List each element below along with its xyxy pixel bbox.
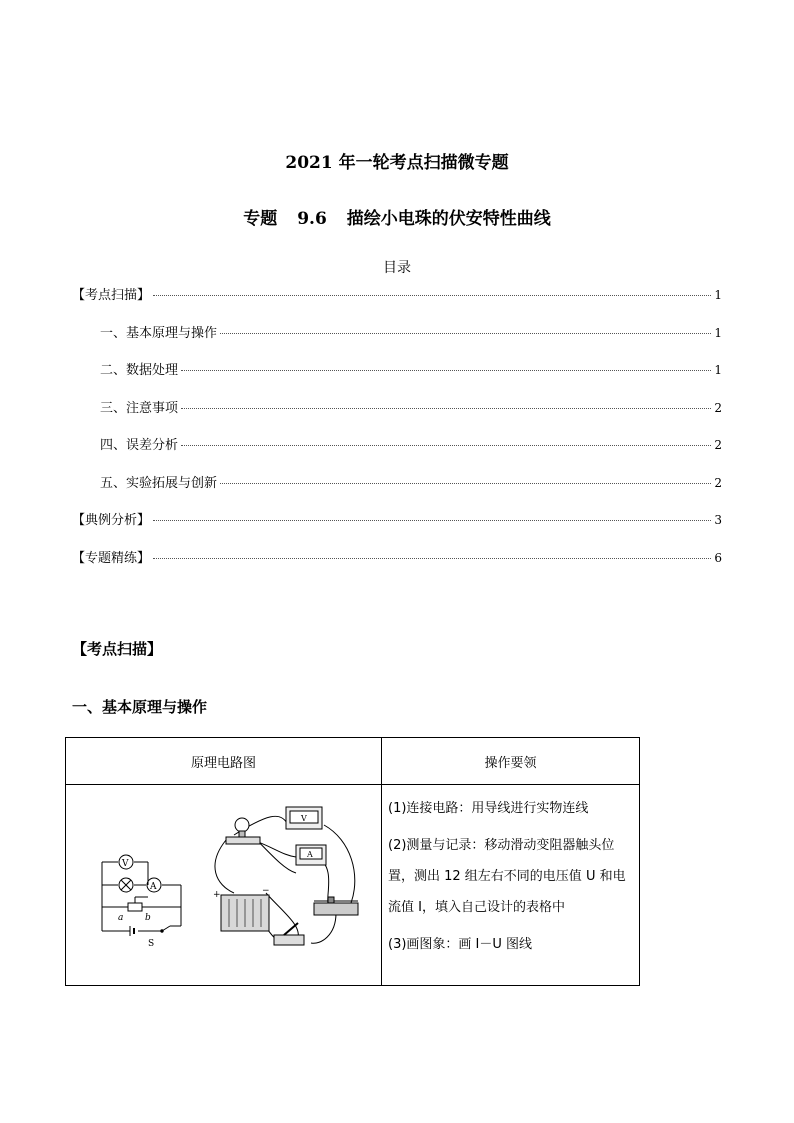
table-header-steps: 操作要领 [382,738,640,785]
apparatus-ammeter-label: A [307,850,313,859]
toc-page: 2 [714,438,722,452]
voltmeter-label: V [122,859,129,869]
toc-label: 一、基本原理与操作 [100,325,218,341]
toc-page: 1 [714,325,722,340]
toc-entry-error[interactable] [72,434,722,472]
toc-leader [153,558,711,559]
toc-label: 二、数据处理 [100,363,179,378]
toc-entry-practice[interactable] [72,547,722,585]
battery-minus: − [262,886,270,896]
switch-label: S [148,939,155,949]
table-header-diagram: 原理电路图 [66,738,382,785]
toc-title: 目录 [383,260,411,276]
principle-table [65,737,640,986]
step-connect: (1)连接电路：用导线进行实物连线 [388,801,589,816]
apparatus-voltmeter-label: V [301,814,307,823]
step-measure: (2)测量与记录：移动滑动变阻器触头位置，测出 12 组左右不同的电压值 U 和电流值 I，填入自己设计的表格中 [388,838,626,915]
toc-page: 1 [714,288,722,302]
circuit-diagram-cell [66,785,382,986]
toc-leader [181,408,711,409]
toc-label: 【考点扫描】 [72,288,151,303]
toc-entry-data[interactable] [72,359,722,397]
operation-steps-cell [382,785,640,986]
toc-page: 6 [714,550,722,565]
toc-entry-principle[interactable] [72,322,722,360]
apparatus-illustration [213,807,358,945]
toc-leader [153,295,711,296]
toc-page: 1 [714,363,722,377]
toc-entry-notes[interactable] [72,397,722,435]
document-title: 2021 年一轮考点扫描微专题 [285,153,509,173]
toc-leader [220,483,711,484]
toc-label: 【典例分析】 [72,513,151,528]
toc-leader [181,370,711,371]
toc-leader [220,333,711,334]
step-plot: (3)画图象：画 I－U 图线 [388,937,533,952]
battery-plus: + [213,890,221,900]
toc-entry-examples[interactable] [72,509,722,547]
toc-entry-kaodian[interactable] [72,284,722,322]
toc-label: 五、实验拓展与创新 [100,475,218,491]
table-of-contents [72,284,722,584]
sub-section-heading: 一、基本原理与操作 [72,698,208,716]
document-subtitle: 专题 9.6 描绘小电珠的伏安特性曲线 [243,209,551,229]
rheostat-point-a: a [118,913,124,923]
toc-label: 四、误差分析 [100,438,179,453]
toc-page: 2 [714,475,722,490]
toc-label: 三、注意事项 [100,400,179,416]
section-heading: 【考点扫描】 [72,640,163,658]
toc-page: 3 [714,513,722,527]
ammeter-label: A [150,882,157,892]
toc-page: 2 [714,400,722,415]
rheostat-point-b: b [145,913,151,923]
toc-leader [181,445,711,446]
circuit-diagram [66,785,381,981]
toc-label: 【专题精练】 [72,550,151,566]
toc-leader [153,520,711,521]
toc-entry-extension[interactable] [72,472,722,510]
